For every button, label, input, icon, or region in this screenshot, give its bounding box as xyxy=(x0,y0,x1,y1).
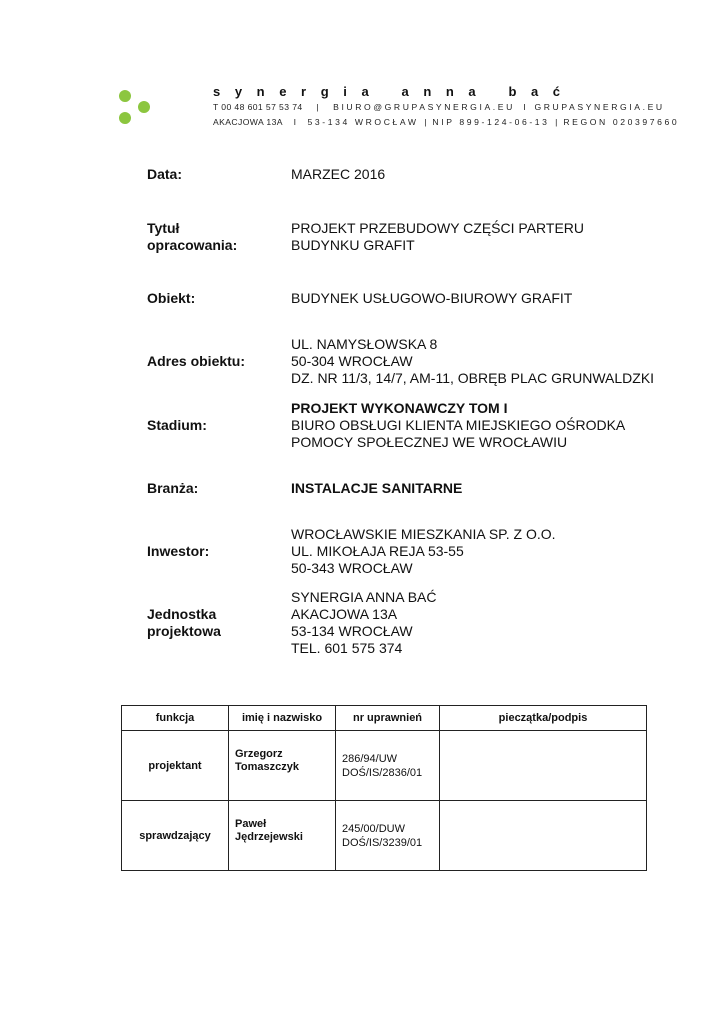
field-value: WROCŁAWSKIE MIESZKANIA SP. Z O.O. UL. MIKOŁAJA REJA 53-55 50-343 WROCŁAW xyxy=(291,526,556,576)
logo-dot xyxy=(138,101,150,113)
field-label: Obiekt: xyxy=(147,290,196,306)
table-header-row xyxy=(122,706,647,731)
field-value: UL. NAMYSŁOWSKA 8 50-304 WROCŁAW DZ. NR 11/3, 14/7, AM-11, OBRĘB PLAC GRUNWALDZKI xyxy=(291,336,655,386)
header-nip: NIP 899-124-06-13 xyxy=(432,117,550,127)
field-value: SYNERGIA ANNA BAĆ AKACJOWA 13A 53-134 WROCŁAW TEL. 601 575 374 xyxy=(291,589,437,656)
header-phone: T 00 48 601 57 53 74 xyxy=(213,102,303,112)
field-value: BUDYNEK USŁUGOWO-BIUROWY GRAFIT xyxy=(291,290,573,306)
license-cell: 245/00/DUW DOŚ/IS/3239/01 xyxy=(336,801,440,871)
column-header: pieczątka/podpis xyxy=(440,706,647,731)
table-row xyxy=(122,731,647,801)
logo-dot xyxy=(119,112,131,124)
field-value: MARZEC 2016 xyxy=(291,166,386,182)
field-label: Inwestor: xyxy=(147,543,210,559)
field-value: INSTALACJE SANITARNE xyxy=(291,480,463,496)
header-website: GRUPASYNERGIA.EU xyxy=(534,102,665,112)
header-email: BIURO@GRUPASYNERGIA.EU xyxy=(333,102,515,112)
column-header: funkcja xyxy=(122,706,229,731)
field-label: Tytuł opracowania: xyxy=(147,220,238,253)
table-row xyxy=(122,801,647,871)
field-value: PROJEKT WYKONAWCZY TOM I BIURO OBSŁUGI KLIENTA MIEJSKIEGO OŚRODKA POMOCY SPOŁECZNEJ WE WROCŁAWIU xyxy=(291,400,626,450)
field-label: Stadium: xyxy=(147,417,207,433)
signature-table xyxy=(121,705,647,871)
name-cell: Grzegorz Tomaszczyk xyxy=(229,731,336,801)
company-name: synergia anna bać xyxy=(213,84,575,99)
logo-dot xyxy=(119,90,131,102)
license-cell: 286/94/UW DOŚ/IS/2836/01 xyxy=(336,731,440,801)
field-label: Adres obiektu: xyxy=(147,353,246,369)
header-city: 53-134 WROCŁAW xyxy=(307,117,419,127)
signature-cell xyxy=(440,731,647,801)
signature-cell xyxy=(440,801,647,871)
field-label: Data: xyxy=(147,166,183,182)
field-label: Jednostka projektowa xyxy=(147,606,221,639)
name-cell: Paweł Jędrzejewski xyxy=(229,801,336,871)
field-label: Branża: xyxy=(147,480,199,496)
header-address-line: AKACJOWA 13A I 53-134 WROCŁAW | NIP 899-124-06-13 | REGON 020397660 xyxy=(213,117,680,127)
role-cell: sprawdzający xyxy=(122,801,229,871)
column-header: nr uprawnień xyxy=(336,706,440,731)
company-logo xyxy=(118,89,154,127)
header-contact-line: T 00 48 601 57 53 74 | BIURO@GRUPASYNERGIA.EU I GRUPASYNERGIA.EU xyxy=(213,102,665,112)
header-regon: REGON 020397660 xyxy=(563,117,680,127)
field-value: PROJEKT PRZEBUDOWY CZĘŚCI PARTERU BUDYNKU GRAFIT xyxy=(291,220,585,253)
column-header: imię i nazwisko xyxy=(229,706,336,731)
header-street: AKACJOWA 13A xyxy=(213,117,283,127)
role-cell: projektant xyxy=(122,731,229,801)
